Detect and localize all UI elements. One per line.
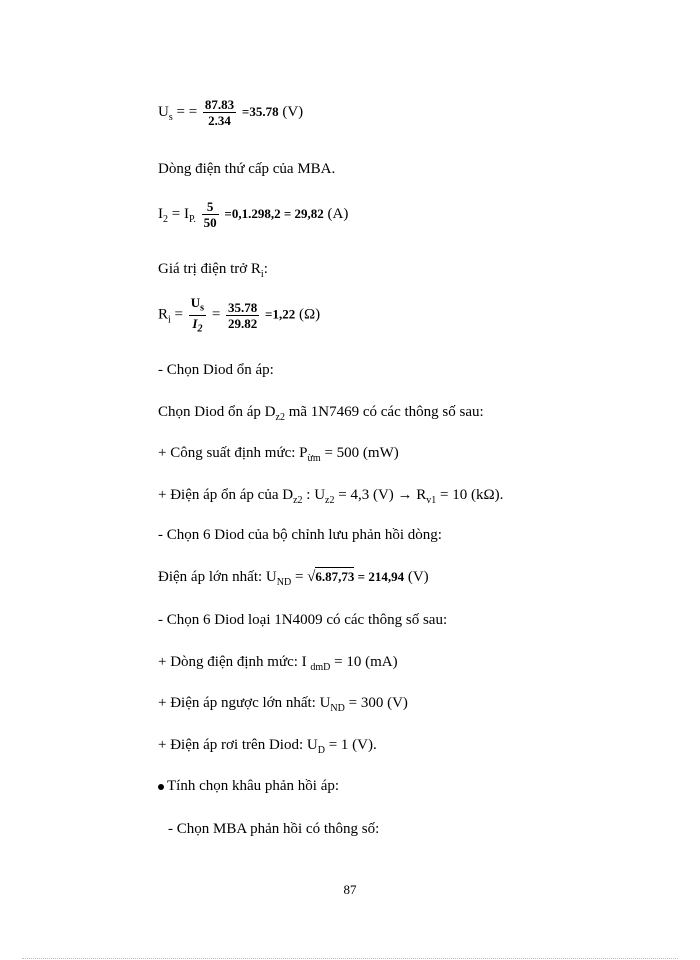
- i2-eq: = I: [171, 205, 189, 222]
- power-sub: ừm: [307, 453, 321, 464]
- resistor-sub: i: [260, 269, 264, 280]
- rated-b: = 10 (mA): [330, 654, 398, 670]
- zener-d: = 10 (kΩ).: [436, 487, 504, 503]
- page-number: 87: [343, 882, 357, 897]
- ri-result: =1,22: [265, 306, 296, 322]
- ri-eq2: =: [211, 306, 221, 323]
- diode-intro-sub: z2: [275, 412, 285, 423]
- zener-b: : U: [302, 487, 326, 503]
- ri-num1-text: U: [190, 295, 201, 310]
- i2-result: =0,1.298,2 = 29,82: [224, 205, 324, 221]
- drop-b: = 1 (V).: [324, 737, 377, 753]
- voltage-feedback-heading: [158, 779, 339, 794]
- diode-intro-line: [158, 405, 484, 423]
- maxv-b: =: [291, 569, 308, 585]
- i2-fraction: [202, 200, 219, 229]
- reverse-voltage-line: [158, 696, 408, 714]
- zener-c: = 4,3 (V) → R: [334, 487, 427, 503]
- i2-numerator: 5: [202, 200, 219, 215]
- i2-lhs: I: [158, 205, 163, 222]
- maxv-sub: ND: [276, 577, 292, 588]
- maxv-radicand: 6.87,73: [315, 569, 355, 584]
- max-voltage-line: [158, 570, 429, 588]
- zener-sub2: z2: [325, 495, 335, 506]
- rated-current-line: [158, 655, 398, 673]
- drop-a: + Điện áp rơi trên Diod: U: [158, 737, 318, 753]
- resistor-end: :: [263, 261, 268, 277]
- resistor-text: Giá trị điện trở R: [158, 261, 261, 277]
- drop-voltage-line: [158, 738, 377, 756]
- sqrt-symbol: √6.87,73: [307, 569, 355, 585]
- zener-sub3: v1: [426, 495, 437, 506]
- zener-voltage-line: [158, 488, 503, 506]
- i2-lhs-sub: 2: [163, 213, 168, 225]
- ri-den1: [189, 316, 206, 335]
- choose-diode-heading: - Chọn Diod ổn áp:: [158, 362, 274, 378]
- ri-den1-text: I: [192, 315, 198, 331]
- ri-lhs-sub: i: [168, 314, 171, 326]
- ri-num2: 35.78: [228, 299, 258, 315]
- bullet-icon: [158, 784, 164, 790]
- ri-num1-sub: s: [200, 302, 205, 314]
- equation-us: [158, 98, 303, 127]
- power-line: [158, 446, 399, 464]
- us-equals: = =: [176, 103, 198, 120]
- page-bottom-divider: [22, 958, 678, 959]
- i2-p-sub: P.: [188, 213, 196, 225]
- rated-sub: dmD: [310, 662, 331, 673]
- six-1n4009-heading: - Chọn 6 Diod loại 1N4009 có các thông số sau:: [158, 612, 448, 628]
- ri-fraction-numeric: [226, 301, 259, 330]
- us-fraction: [203, 98, 236, 127]
- reverse-a: + Điện áp ngược lớn nhất: U: [158, 695, 331, 711]
- equation-i2: [158, 200, 348, 229]
- power-a: + Công suất định mức: P: [158, 445, 308, 461]
- maxv-result: = 214,94: [354, 569, 405, 584]
- us-unit: (V): [282, 103, 304, 120]
- maxv-unit: (V): [407, 569, 429, 585]
- reverse-sub: ND: [330, 703, 345, 714]
- us-numerator: 87.83: [204, 97, 235, 112]
- zener-sub1: z2: [293, 495, 303, 506]
- ri-num1: [189, 296, 206, 316]
- drop-sub: D: [317, 745, 325, 756]
- ri-fraction-symbolic: [189, 296, 206, 334]
- us-result: =35.78: [241, 103, 279, 119]
- ri-den1-sub: 2: [197, 323, 203, 335]
- maxv-a: Điện áp lớn nhất: U: [158, 569, 277, 585]
- i2-denominator: 50: [203, 215, 217, 230]
- zener-a: + Điện áp ổn áp của D: [158, 487, 294, 503]
- diode-intro-b: mã 1N7469 có các thông số sau:: [284, 404, 484, 420]
- voltage-feedback-text: Tính chọn khâu phản hồi áp:: [167, 778, 340, 794]
- rated-a: + Dòng điện định mức: I: [158, 654, 311, 670]
- six-diodes-heading: - Chọn 6 Diod của bộ chỉnh lưu phản hồi dòng:: [158, 527, 442, 543]
- diode-intro-a: Chọn Diod ổn áp D: [158, 404, 276, 420]
- choose-mba-line: - Chọn MBA phản hồi có thông số:: [168, 821, 380, 837]
- ri-unit: (Ω): [298, 306, 321, 323]
- us-lhs: U: [158, 103, 169, 120]
- ri-eq: =: [174, 306, 184, 323]
- ri-lhs: R: [158, 306, 169, 323]
- power-b: = 500 (mW): [320, 445, 399, 461]
- reverse-b: = 300 (V): [344, 695, 408, 711]
- ri-den2: 29.82: [228, 315, 258, 331]
- resistor-heading: [158, 262, 268, 280]
- i2-unit: (A): [327, 205, 349, 222]
- equation-ri: [158, 296, 320, 334]
- us-denominator: 2.34: [208, 113, 231, 128]
- us-lhs-sub: s: [168, 111, 173, 123]
- secondary-current-heading: Dòng điện thứ cấp của MBA.: [158, 161, 336, 177]
